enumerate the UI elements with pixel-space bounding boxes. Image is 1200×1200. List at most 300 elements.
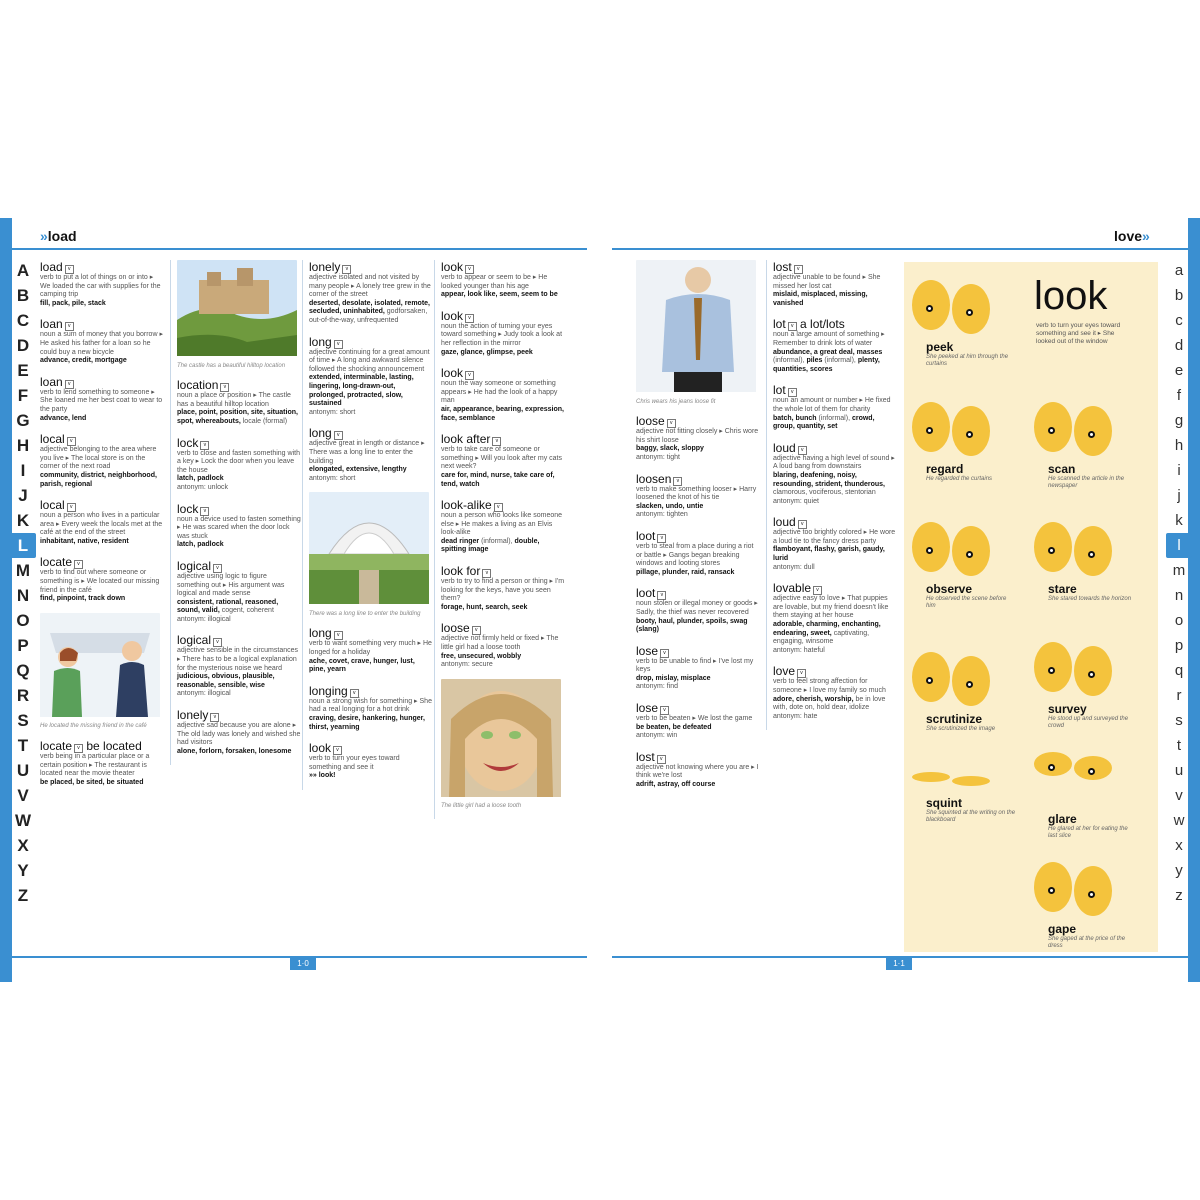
dictionary-entry	[177, 633, 301, 699]
thumb-tab-n[interactable]: n	[1174, 587, 1184, 604]
synonym-list: adrift, astray, off course	[636, 781, 716, 789]
panel-example-scan: He scanned the article in the newspaper	[1048, 476, 1125, 489]
thumb-tab-h[interactable]: H	[16, 435, 30, 455]
definition: adjective not knowing where you are ▸ I think we're lost	[636, 763, 759, 780]
headword	[40, 739, 164, 753]
antonym: antonym: dull	[773, 563, 815, 571]
headword-text: local	[40, 498, 65, 513]
definition: adjective sensible in the circumstances ▸ There has to be a logical explanation for the mysterious noise we heard	[177, 647, 299, 672]
thumb-tab-t[interactable]: t	[1176, 737, 1182, 754]
dictionary-entry	[773, 317, 897, 374]
headword	[636, 586, 760, 600]
thumb-tab-f[interactable]: f	[1176, 387, 1182, 404]
headword	[309, 684, 433, 698]
part-of-speech-box: v	[482, 569, 491, 578]
headword	[636, 472, 760, 486]
synonym-list: pillage, plunder, raid, ransack	[636, 568, 735, 576]
headword	[773, 383, 897, 397]
thumb-tab-e[interactable]: e	[1174, 362, 1184, 379]
headword	[441, 260, 565, 274]
part-of-speech-box: v	[350, 689, 359, 698]
headword-text: look	[441, 260, 464, 274]
headword	[309, 626, 433, 640]
headword	[177, 378, 301, 392]
thumb-tab-w[interactable]: W	[14, 810, 32, 830]
thumb-tab-l[interactable]: l	[1166, 533, 1192, 558]
definition: adjective belonging to the area where you live ▸ The local store is on the corner of the next road	[40, 446, 157, 471]
headword-text: logical	[177, 558, 212, 573]
dictionary-entry	[773, 515, 897, 572]
headword-text: look	[441, 308, 464, 323]
synonym-list: flamboyant, flashy, garish, gaudy, lurid	[773, 546, 885, 563]
panel-example-scrutinize: She scrutinized the image	[926, 726, 996, 732]
dictionary-entry	[636, 472, 760, 520]
definition: noun a device used to fasten something ▸ He was scared when the door lock was stuck	[177, 515, 301, 540]
definition: verb being in a particular place or a certain position ▸ The restaurant is located near the movie theater	[40, 753, 150, 778]
synonyms	[441, 472, 565, 489]
thumb-tab-j[interactable]: j	[1177, 487, 1181, 504]
thumb-tab-k[interactable]: k	[1175, 512, 1183, 529]
synonyms	[636, 781, 760, 790]
panel-title-definition: verb to turn your eyes toward something and see it ▸ She looked out of the window	[1036, 322, 1121, 345]
dictionary-entry	[636, 644, 760, 692]
photo-girl	[441, 679, 561, 801]
definition: verb to be beaten ▸ We lost the game	[636, 715, 753, 723]
part-of-speech-box: v	[667, 419, 676, 428]
thumb-tab-d[interactable]: d	[1174, 337, 1184, 354]
headword	[636, 414, 760, 428]
synonym-list: care for, mind, nurse, take care of, tend, watch	[441, 471, 555, 488]
thumb-tab-c[interactable]: C	[16, 310, 30, 330]
headword	[40, 432, 164, 446]
dictionary-entry	[177, 378, 301, 426]
headword	[40, 498, 164, 512]
synonyms	[309, 466, 433, 475]
part-of-speech-box: v	[494, 503, 503, 512]
photo-temple	[309, 492, 429, 608]
headword-text: loose	[441, 621, 470, 636]
thumb-tab-o[interactable]: O	[16, 610, 30, 630]
panel-word-peek: peek	[926, 340, 954, 354]
headword	[309, 335, 433, 349]
photo-caption: He located the missing friend in the café	[40, 723, 147, 730]
thumb-index-left[interactable]	[10, 258, 36, 908]
thumb-tab-p[interactable]: P	[17, 635, 29, 655]
headword	[40, 555, 164, 569]
definition: verb to try to find a person or thing ▸ I'm looking for the keys, have you seen them?	[441, 578, 565, 603]
definition: verb to steal from a place during a riot or battle ▸ Gangs began breaking windows and looting stores	[636, 542, 754, 568]
thumb-tab-f[interactable]: F	[17, 385, 29, 405]
part-of-speech-box: v	[657, 755, 666, 764]
definition: noun a sum of money that you borrow ▸ He asked his father for a loan so he could buy a new bicycle	[40, 331, 163, 356]
thumb-tab-r[interactable]: R	[16, 685, 30, 705]
definition: verb to appear or seem to be ▸ He looked younger than his age	[441, 274, 548, 290]
thumb-tab-v[interactable]: v	[1175, 787, 1183, 804]
thumb-tab-j[interactable]: J	[18, 485, 28, 505]
headword-text: look after	[441, 432, 491, 447]
synonym-list: piles	[806, 357, 823, 365]
synonyms	[177, 475, 301, 484]
thumb-tab-m[interactable]: m	[1172, 562, 1186, 579]
panel-word-gape: gape	[1048, 922, 1077, 936]
thumb-tab-m[interactable]: M	[15, 560, 31, 580]
dictionary-entry	[309, 741, 433, 781]
column-4	[434, 260, 565, 819]
synonyms	[177, 673, 301, 690]
thumb-tab-z[interactable]: z	[1175, 887, 1183, 904]
cross-reference: »» look!	[309, 772, 336, 780]
photo-caption: The castle has a beautiful hilltop location	[177, 362, 286, 369]
thumb-tab-c[interactable]: c	[1175, 312, 1183, 329]
panel-word-regard: regard	[926, 462, 964, 476]
part-of-speech-box: v	[660, 649, 669, 658]
synonyms	[441, 406, 565, 423]
headword-text: lose	[636, 643, 659, 658]
definition: adjective easy to love ▸ That puppies are lovable, but my friend doesn't like them staying at her house	[773, 595, 889, 620]
dictionary-entry	[636, 529, 760, 577]
synonym-list: mislaid, misplaced, missing, vanished	[773, 291, 868, 307]
synonym-list: consistent, rational, reasoned, sound, valid,	[177, 598, 279, 615]
synonym-list: baggy, slack, sloppy	[636, 445, 704, 453]
synonym-list: plenty, quantities, scores	[773, 357, 880, 373]
thumb-tab-r[interactable]: r	[1176, 687, 1182, 704]
synonyms	[636, 503, 760, 512]
panel-word-stare: stare	[1048, 582, 1077, 596]
definition: noun a place or position ▸ The castle has a beautiful hilltop location	[177, 392, 291, 408]
headword-text: long	[309, 626, 332, 641]
synonyms	[773, 696, 897, 713]
thumb-tab-x[interactable]: X	[17, 835, 29, 855]
synonym-list: appear, look like, seem, seem to be	[441, 291, 558, 299]
left-guide-word: »load	[40, 228, 77, 244]
synonyms	[773, 415, 897, 432]
synonyms	[441, 291, 565, 300]
thumb-tab-x[interactable]: x	[1175, 837, 1183, 854]
headword-text: lot	[773, 383, 786, 398]
part-of-speech-box: v	[465, 371, 474, 380]
synonym-list: adorable, charming, enchanting, endearing, sweet,	[773, 621, 881, 637]
part-of-speech-box: v	[74, 744, 83, 753]
synonym-list: free, unsecured, wobbly	[441, 652, 522, 660]
synonym-list: extended, interminable, lasting, lingering, long-drawn-out, prolonged, protracted, slow, sustained	[309, 374, 414, 408]
part-of-speech-box: v	[67, 437, 76, 446]
synonyms	[309, 772, 433, 781]
thumb-tab-l[interactable]: L	[10, 533, 36, 558]
headword	[773, 581, 897, 595]
synonyms	[773, 621, 897, 647]
dictionary-entry	[773, 441, 897, 507]
column-6	[766, 260, 897, 730]
panel-example-gape: She gaped at the price of the dress	[1048, 936, 1126, 949]
panel-example-squint: She squinted at the writing on the blackboard	[926, 810, 1016, 823]
panel-word-survey: survey	[1048, 702, 1087, 716]
page-number-left: 1·0	[290, 958, 316, 970]
synonym-list: advance, credit, mortgage	[40, 357, 127, 365]
synonym-list: be placed, be sited, be situated	[40, 778, 144, 786]
synonym-list: forage, hunt, search, seek	[441, 603, 528, 611]
page-number-right: 1·1	[886, 958, 912, 970]
dictionary-entry	[177, 708, 301, 756]
antonym: antonym: secure	[441, 661, 493, 669]
definition: adjective too brightly colored ▸ He wore a loud tie to the fancy dress party	[773, 529, 896, 545]
definition: adjective unable to be found ▸ She missed her lost cat	[773, 274, 881, 290]
antonym: antonym: tight	[636, 453, 680, 461]
synonym-list: double, spitting image	[441, 537, 540, 554]
antonym: antonym: tighten	[636, 511, 688, 519]
antonym: antonym: win	[636, 732, 678, 740]
headword	[309, 260, 433, 274]
definition: verb to lend something to someone ▸ She loaned me her best coat to wear to the party	[40, 388, 163, 413]
definition: noun the action of turning your eyes toward something ▸ Judy took a look at her reflection in the mirror	[441, 322, 563, 347]
thumb-tab-a[interactable]: A	[16, 260, 30, 280]
synonym-list: blaring, deafening, noisy, resounding, strident, thunderous,	[773, 471, 885, 488]
header-rule-right	[612, 248, 1188, 250]
thumb-tab-d[interactable]: D	[16, 335, 30, 355]
thumb-tab-i[interactable]: i	[1177, 462, 1181, 479]
headword-text: loan	[40, 374, 63, 389]
definition: verb to want something very much ▸ He longed for a holiday	[309, 640, 432, 657]
part-of-speech-box: v	[794, 265, 803, 274]
synonyms	[40, 779, 164, 788]
part-of-speech-box: v	[492, 437, 501, 446]
thumb-tab-v[interactable]: V	[17, 785, 29, 805]
thumb-tab-t[interactable]: T	[17, 735, 29, 755]
headword-text: loud	[773, 515, 796, 530]
synonyms	[309, 374, 433, 408]
thumb-tab-i[interactable]: I	[20, 460, 26, 480]
synonyms	[636, 445, 760, 454]
part-of-speech-box: v	[797, 669, 806, 678]
headword-text: long	[309, 334, 332, 349]
synonyms	[773, 472, 897, 498]
antonym: antonym: hate	[773, 712, 818, 720]
synonym-list: elongated, extensive, lengthy	[309, 466, 407, 474]
part-of-speech-box: v	[788, 388, 797, 397]
synonym-plain: godforsaken, out-of-the-way, unfrequented	[309, 308, 428, 324]
thumb-index-right[interactable]	[1166, 258, 1192, 908]
headword-text: lot	[773, 317, 786, 332]
definition: verb to close and fasten something with a key ▸ Lock the door when you leave the house	[177, 449, 300, 474]
definition: verb to feel strong affection for someone ▸ I love my family so much	[773, 678, 886, 694]
dictionary-entry	[40, 317, 164, 365]
panel-word-squint: squint	[926, 796, 962, 810]
thumb-tab-a[interactable]: a	[1174, 262, 1184, 279]
synonym-list: ache, covet, crave, hunger, lust, pine, yearn	[309, 657, 415, 674]
dictionary-entry	[441, 432, 565, 489]
definition: noun a large amount of something ▸ Remember to drink lots of water	[773, 331, 885, 347]
thumb-tab-o[interactable]: o	[1174, 612, 1184, 629]
thumb-tab-b[interactable]: B	[16, 285, 30, 305]
headword-text: lost	[773, 260, 792, 274]
column-5	[636, 260, 760, 799]
headword	[773, 664, 897, 678]
thumb-tab-q[interactable]: Q	[16, 660, 30, 680]
antonym: antonym: hateful	[773, 646, 825, 654]
dictionary-entry	[40, 498, 164, 546]
part-of-speech-box: v	[798, 520, 807, 529]
thumb-tab-u[interactable]: U	[16, 760, 30, 780]
headword	[773, 260, 897, 274]
headword	[636, 750, 760, 764]
headword	[773, 441, 897, 455]
definition: adjective not fitting closely ▸ Chris wore his shirt loose	[636, 428, 759, 444]
synonym-list: alone, forlorn, forsaken, lonesome	[177, 747, 292, 755]
dictionary-entry	[773, 581, 897, 655]
headword	[636, 529, 760, 543]
headword	[441, 564, 565, 578]
photo-fort	[177, 260, 297, 360]
definition: noun a person who looks like someone else ▸ He makes a living as an Elvis look-alike	[441, 512, 563, 537]
definition: noun the way someone or something appears ▸ He had the look of a happy man	[441, 380, 558, 405]
synonym-plain: be in love with, dote on, hold dear, idolize	[773, 695, 886, 712]
thumb-tab-u[interactable]: u	[1174, 762, 1184, 779]
thumb-tab-k[interactable]: K	[16, 510, 30, 530]
part-of-speech-box: v	[333, 746, 342, 755]
synonym-list: latch, padlock	[177, 475, 224, 483]
thumb-tab-g[interactable]: G	[16, 410, 30, 430]
synonym-plain: locale (formal)	[240, 417, 288, 425]
synonym-list: inhabitant, native, resident	[40, 537, 129, 545]
dictionary-entry	[177, 502, 301, 550]
headword	[177, 633, 301, 647]
headword-text: loot	[636, 528, 656, 543]
synonyms	[40, 595, 164, 604]
synonym-list: judicious, obvious, plausible, reasonable, sensible, wise	[177, 673, 275, 689]
part-of-speech-box: v	[67, 503, 76, 512]
synonyms	[177, 748, 301, 757]
definition: adjective sad because you are alone ▸ The old lady was lonely and wished she had visitors	[177, 722, 301, 747]
thumb-tab-e[interactable]: E	[17, 360, 29, 380]
dictionary-entry	[441, 366, 565, 423]
part-of-speech-box: v	[813, 586, 822, 595]
thumb-tab-s[interactable]: s	[1175, 712, 1183, 729]
antonym: antonym: illogical	[177, 615, 231, 623]
part-of-speech-box: v	[334, 340, 343, 349]
thumb-tab-y[interactable]: Y	[17, 860, 29, 880]
photo-man	[636, 260, 756, 396]
thumb-tab-n[interactable]: N	[16, 585, 30, 605]
column-2	[170, 260, 301, 765]
dictionary-entry	[773, 260, 897, 308]
part-of-speech-box: v	[660, 706, 669, 715]
synonyms	[177, 599, 301, 616]
headword-text: look	[441, 366, 464, 381]
dictionary-entry	[773, 664, 897, 721]
headword-text: loot	[636, 586, 656, 601]
synonyms	[40, 357, 164, 366]
synonym-plain: (informal),	[822, 357, 858, 365]
headword-text: long	[309, 426, 332, 441]
synonyms	[40, 415, 164, 424]
dictionary-entry	[40, 739, 164, 787]
dictionary-entry	[773, 383, 897, 431]
thumb-tab-h[interactable]: h	[1174, 437, 1184, 454]
dictionary-entry	[441, 309, 565, 357]
definition: adjective continuing for a great amount of time ▸ A long and awkward silence followed the shocking announcement	[309, 348, 430, 373]
headword-text: look	[309, 741, 332, 756]
dictionary-entry	[636, 701, 760, 741]
synonyms	[309, 300, 433, 326]
thumb-tab-z[interactable]: Z	[17, 885, 29, 905]
dictionary-entry	[636, 750, 760, 790]
headword-text: lock	[177, 501, 199, 516]
headword	[773, 515, 897, 529]
headword	[40, 375, 164, 389]
headword-text: load	[40, 260, 63, 274]
headword-text: lost	[636, 749, 655, 764]
definition: adjective using logic to figure something out ▸ His argument was logical and made sense	[177, 572, 285, 598]
headword-suffix: a lot/lots	[796, 317, 845, 332]
headword	[40, 317, 164, 331]
synonym-list: craving, desire, hankering, hunger, thirst, yearning	[309, 715, 425, 731]
part-of-speech-box: v	[334, 431, 343, 440]
part-of-speech-box: v	[465, 314, 474, 323]
headword-text: loosen	[636, 471, 672, 486]
thumb-tab-s[interactable]: S	[17, 710, 29, 730]
headword	[773, 317, 897, 331]
dictionary-entry	[309, 335, 433, 418]
part-of-speech-box: v	[673, 477, 682, 486]
synonym-list: gaze, glance, glimpse, peek	[441, 348, 533, 356]
headword	[309, 741, 433, 755]
synonym-plain: cogent, coherent	[219, 607, 274, 615]
synonym-list: booty, haul, plunder, spoils, swag (slang)	[636, 617, 748, 634]
thumb-tab-g[interactable]: g	[1174, 412, 1184, 429]
definition: verb to put a lot of things on or into ▸ We loaded the car with supplies for the camping trip	[40, 274, 161, 299]
headword-text: look-alike	[441, 498, 492, 513]
antonym: antonym: quiet	[773, 497, 819, 505]
part-of-speech-box: v	[210, 713, 219, 722]
photo-people	[40, 613, 160, 721]
definition: adjective not firmly held or fixed ▸ The little girl had a loose tooth	[441, 635, 559, 652]
definition: adjective great in length or distance ▸ There was a long line to enter the building	[309, 440, 425, 465]
headword	[441, 309, 565, 323]
panel-word-glare: glare	[1048, 812, 1077, 826]
synonym-list: advance, lend	[40, 414, 87, 422]
headword-text: local	[40, 432, 65, 447]
synonyms	[773, 546, 897, 563]
part-of-speech-box: v	[798, 446, 807, 455]
thumb-tab-q[interactable]: q	[1174, 662, 1184, 679]
dictionary-entry	[40, 432, 164, 489]
headword-suffix: be located	[83, 739, 142, 754]
part-of-speech-box: v	[657, 534, 666, 543]
dictionary-spread	[0, 218, 1200, 982]
synonym-plain: clamorous, vociferous, stentorian	[773, 489, 876, 497]
part-of-speech-box: v	[200, 441, 209, 450]
headword	[177, 559, 301, 573]
synonyms	[309, 658, 433, 675]
headword-text: loan	[40, 317, 63, 332]
thumb-tab-b[interactable]: b	[1174, 287, 1184, 304]
synonym-list: crowd, group, quantity, set	[773, 414, 875, 431]
thumb-tab-p[interactable]: p	[1174, 637, 1184, 654]
thumb-tab-w[interactable]: w	[1173, 812, 1185, 829]
thumb-tab-y[interactable]: y	[1175, 862, 1183, 879]
part-of-speech-box: v	[65, 265, 74, 274]
headword-text: lose	[636, 701, 659, 716]
dictionary-entry	[309, 626, 433, 674]
headword	[177, 436, 301, 450]
synonyms	[441, 653, 565, 662]
headword	[636, 644, 760, 658]
synonym-plain: (informal),	[816, 414, 852, 422]
panel-example-peek: She peeked at him through the curtains	[926, 354, 1009, 367]
definition: noun an amount or number ▸ He fixed the whole lot of them for charity	[773, 397, 891, 413]
part-of-speech-box: v	[788, 322, 797, 331]
definition: noun a person who lives in a particular area ▸ Every week the locals met at the café at the end of the street	[40, 512, 163, 537]
part-of-speech-box: v	[213, 638, 222, 647]
